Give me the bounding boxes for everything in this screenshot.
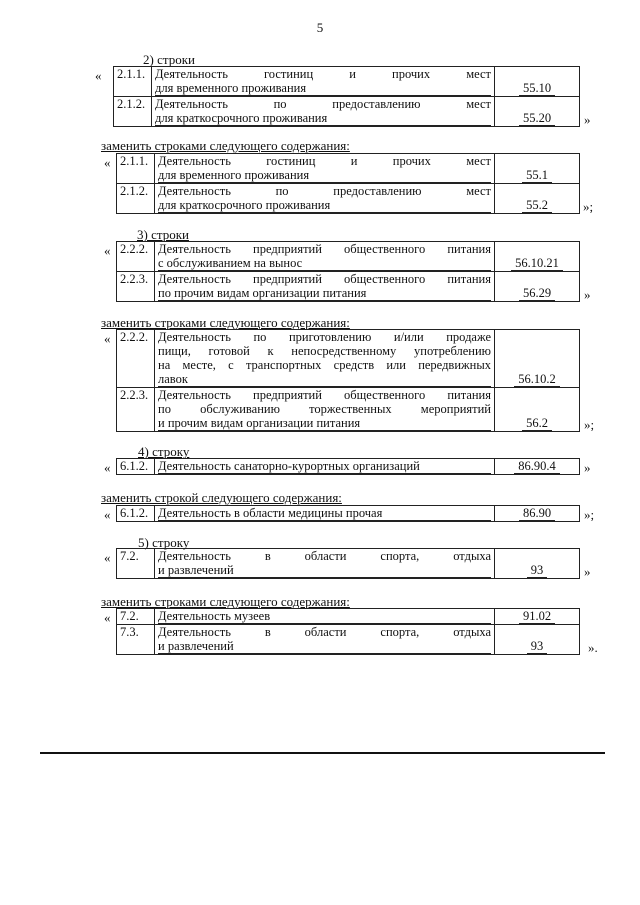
row-description (155, 272, 495, 302)
open-quote: « (95, 68, 102, 83)
table-row (117, 184, 580, 214)
section-heading: 4) строку (138, 444, 190, 459)
row-description (155, 242, 495, 272)
section-heading: 2) строки (143, 52, 195, 67)
table-row (117, 549, 580, 579)
close-quote: ». (588, 640, 598, 655)
row-number: 2.1.1. (114, 67, 152, 97)
table-row (117, 272, 580, 302)
okved-code-value: 93 (527, 563, 548, 578)
section-heading: заменить строками следующего содержания: (101, 138, 350, 153)
row-description (155, 506, 495, 522)
okved-code (495, 330, 580, 388)
open-quote: « (104, 243, 111, 258)
description-line: Деятельность музеев (158, 609, 491, 624)
description-line: для временного проживания (155, 81, 491, 96)
row-number: 6.1.2. (117, 459, 155, 475)
table-row (117, 625, 580, 655)
description-line: с обслуживанием на вынос (158, 256, 491, 271)
okved-code-value: 55.2 (522, 198, 552, 213)
okved-code-value: 56.10.2 (514, 372, 560, 387)
okved-code (495, 154, 580, 184)
table-row (117, 459, 580, 475)
table-row (114, 67, 580, 97)
description-line: Деятельность по приготовлению и/или продаже (158, 330, 491, 344)
description-line: Деятельность предприятий общественного питания (158, 272, 491, 286)
description-line: Деятельность по предоставлению мест (155, 97, 491, 111)
okved-code-value: 55.10 (519, 81, 555, 96)
table-row (117, 330, 580, 388)
close-quote: » (584, 564, 591, 579)
row-number: 2.2.2. (117, 242, 155, 272)
description-line: по обслуживанию торжественных мероприятий (158, 402, 491, 416)
row-number: 2.1.2. (114, 97, 152, 127)
row-number: 2.1.2. (117, 184, 155, 214)
table-row (117, 242, 580, 272)
description-line: и развлечений (158, 563, 491, 578)
okved-code-value: 56.10.21 (511, 256, 563, 271)
row-description (155, 549, 495, 579)
amendment-table (116, 548, 580, 579)
description-line: по прочим видам организации питания (158, 286, 491, 301)
okved-code-value: 55.20 (519, 111, 555, 126)
okved-code-value: 86.90 (519, 506, 555, 521)
open-quote: « (104, 460, 111, 475)
okved-code (495, 549, 580, 579)
description-line: Деятельность гостиниц и прочих мест (158, 154, 491, 168)
description-line: Деятельность в области спорта, отдыха (158, 625, 491, 639)
description-line: для краткосрочного проживания (155, 111, 491, 126)
amendment-table (116, 608, 580, 655)
okved-code (495, 97, 580, 127)
open-quote: « (104, 550, 111, 565)
okved-code (495, 388, 580, 432)
table-row (114, 97, 580, 127)
row-number: 2.1.1. (117, 154, 155, 184)
description-line: пищи, готовой к непосредственному употреблению (158, 344, 491, 358)
description-line: Деятельность в области медицины прочая (158, 506, 491, 521)
row-description (155, 609, 495, 625)
row-description (155, 330, 495, 388)
table-row (117, 154, 580, 184)
okved-code-value: 55.1 (522, 168, 552, 183)
okved-code (495, 272, 580, 302)
page-number: 5 (316, 20, 324, 35)
okved-code (495, 625, 580, 655)
row-description (152, 67, 495, 97)
close-quote: » (584, 460, 591, 475)
okved-code-value: 86.90.4 (514, 459, 560, 474)
open-quote: « (104, 507, 111, 522)
section-heading: заменить строками следующего содержания: (101, 594, 350, 609)
okved-code (495, 184, 580, 214)
row-number: 6.1.2. (117, 506, 155, 522)
description-line: и прочим видам организации питания (158, 416, 491, 431)
section-heading: заменить строками следующего содержания: (101, 315, 350, 330)
description-line: Деятельность предприятий общественного питания (158, 242, 491, 256)
row-description (155, 459, 495, 475)
row-description (155, 388, 495, 432)
amendment-table (116, 329, 580, 432)
row-description (152, 97, 495, 127)
okved-code-value: 56.2 (522, 416, 552, 431)
description-line: Деятельность по предоставлению мест (158, 184, 491, 198)
row-number: 7.3. (117, 625, 155, 655)
row-description (155, 154, 495, 184)
description-line: Деятельность гостиниц и прочих мест (155, 67, 491, 81)
description-line: для краткосрочного проживания (158, 198, 491, 213)
section-heading: заменить строкой следующего содержания: (101, 490, 342, 505)
description-line: на месте, с транспортных средств или передвижных (158, 358, 491, 372)
row-number: 2.2.2. (117, 330, 155, 388)
section-heading: 5) строку (138, 535, 190, 550)
amendment-table (116, 505, 580, 522)
okved-code-value: 91.02 (519, 609, 555, 624)
amendment-table (116, 241, 580, 302)
open-quote: « (104, 331, 111, 346)
close-quote: » (584, 287, 591, 302)
amendment-table (116, 458, 580, 475)
close-quote: »; (583, 199, 594, 214)
okved-code (495, 67, 580, 97)
footer-rule (40, 752, 605, 754)
row-description (155, 625, 495, 655)
okved-code (495, 609, 580, 625)
row-number: 7.2. (117, 609, 155, 625)
okved-code-value: 56.29 (519, 286, 555, 301)
section-heading: 3) строки (137, 227, 189, 242)
open-quote: « (104, 155, 111, 170)
row-number: 7.2. (117, 549, 155, 579)
description-line: для временного проживания (158, 168, 491, 183)
close-quote: »; (584, 507, 595, 522)
row-number: 2.2.3. (117, 388, 155, 432)
table-row (117, 388, 580, 432)
table-row (117, 609, 580, 625)
close-quote: » (584, 112, 591, 127)
okved-code (495, 506, 580, 522)
description-line: Деятельность предприятий общественного питания (158, 388, 491, 402)
row-description (155, 184, 495, 214)
amendment-table (113, 66, 580, 127)
okved-code (495, 459, 580, 475)
table-row (117, 506, 580, 522)
description-line: лавок (158, 372, 491, 387)
row-number: 2.2.3. (117, 272, 155, 302)
open-quote: « (104, 610, 111, 625)
amendment-table (116, 153, 580, 214)
description-line: Деятельность санаторно-курортных организаций (158, 459, 491, 474)
okved-code (495, 242, 580, 272)
close-quote: »; (584, 417, 595, 432)
okved-code-value: 93 (527, 639, 548, 654)
description-line: и развлечений (158, 639, 491, 654)
description-line: Деятельность в области спорта, отдыха (158, 549, 491, 563)
